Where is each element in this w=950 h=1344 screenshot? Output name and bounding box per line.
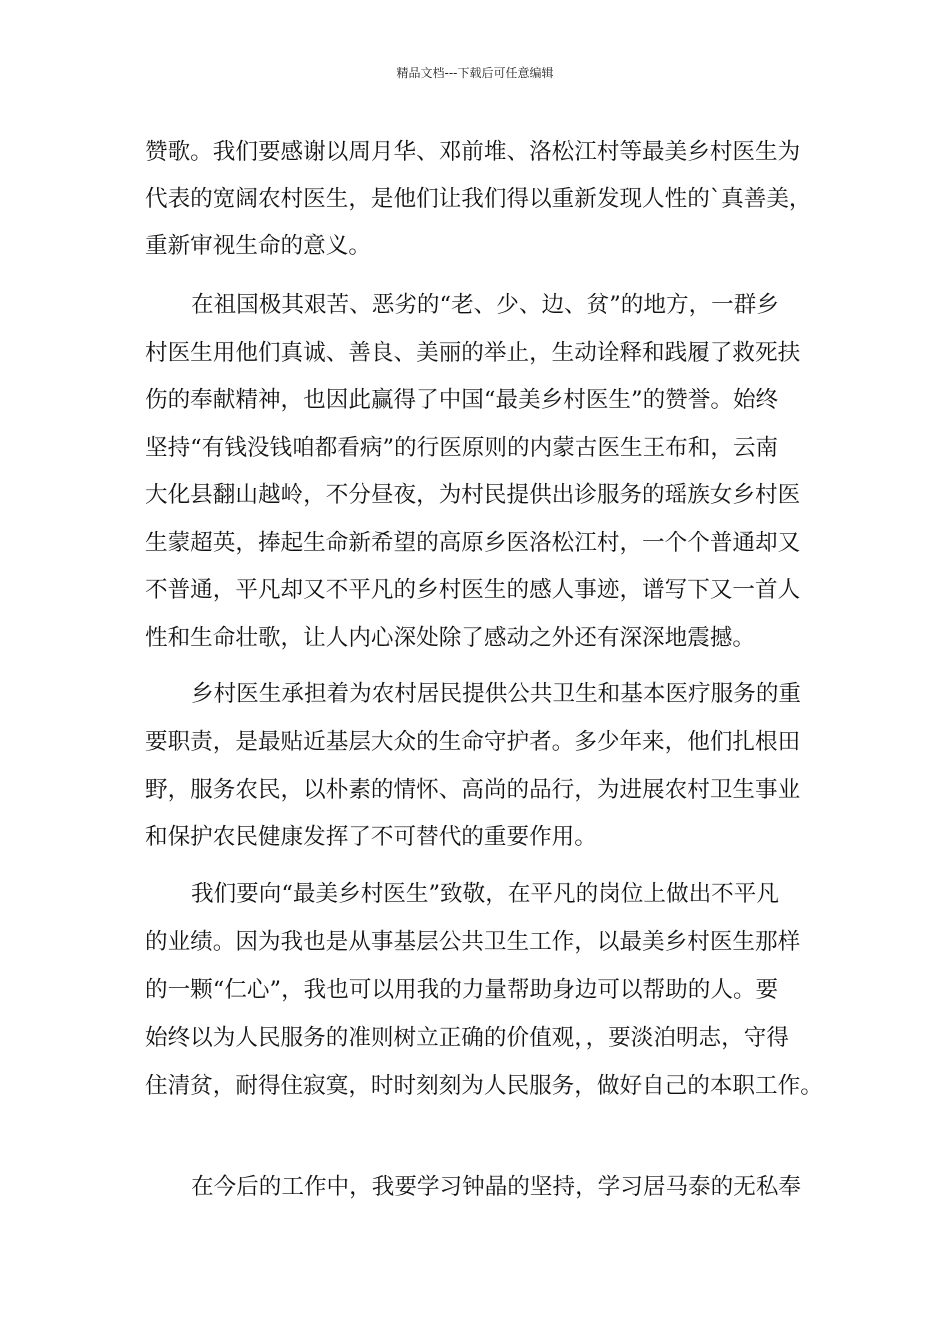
- paragraph-line: 赞歌。我们要感谢以周月华、邓前堆、洛松江村等最美乡村医生为: [145, 139, 801, 165]
- paragraph-line: 在祖国极其艰苦、恶劣的“老、少、边、贫”的地方，一群乡: [191, 292, 779, 318]
- paragraph-line: 在今后的工作中，我要学习钟晶的坚持，学习居马泰的无私奉: [191, 1174, 802, 1200]
- paragraph-line: 的业绩。因为我也是从事基层公共卫生工作，以最美乡村医生那样: [145, 929, 801, 955]
- paragraph-line: 始终以为人民服务的准则树立正确的价值观，，要淡泊明志，守得: [145, 1025, 789, 1051]
- paragraph-line: 要职责，是最贴近基层大众的生命守护者。多少年来，他们扎根田: [145, 729, 801, 755]
- paragraph-line: 伤的奉献精神，也因此赢得了中国“最美乡村医生”的赞誉。始终: [145, 387, 779, 413]
- paragraph-line: 村医生用他们真诚、善良、美丽的举止，生动诠释和践履了救死扶: [145, 340, 801, 366]
- paragraph-line: 大化县翻山越岭，不分昼夜，为村民提供出诊服务的瑶族女乡村医: [145, 482, 801, 508]
- paragraph-line: 性和生命壮歌，让人内心深处除了感动之外还有深深地震撼。: [145, 625, 756, 651]
- paragraph-line: 不普通，平凡却又不平凡的乡村医生的感人事迹，谱写下又一首人: [145, 577, 801, 603]
- paragraph-line: 生蒙超英，捧起生命新希望的高原乡医洛松江村，一个个普通却又: [145, 530, 801, 556]
- paragraph-line: 和保护农民健康发挥了不可替代的重要作用。: [145, 824, 597, 850]
- paragraph-line: 坚持“有钱没钱咱都看病”的行医原则的内蒙古医生王布和，云南: [145, 435, 779, 461]
- paragraph-line: 乡村医生承担着为农村居民提供公共卫生和基本医疗服务的重: [191, 681, 802, 707]
- paragraph-line: 住清贫，耐得住寂寞，时时刻刻为人民服务，做好自己的本职工作。: [145, 1073, 823, 1099]
- paragraph-line: 的一颗“仁心”，我也可以用我的力量帮助身边可以帮助的人。要: [145, 977, 779, 1003]
- paragraph-line: 重新审视生命的意义。: [145, 233, 371, 259]
- paragraph-line: 野，服务农民，以朴素的情怀、高尚的品行，为进展农村卫生事业: [145, 777, 801, 803]
- paragraph-line: 代表的宽阔农村医生，是他们让我们得以重新发现人性的`真善美，: [145, 186, 812, 212]
- page-header: 精品文档---下载后可任意编辑: [396, 66, 554, 80]
- paragraph-line: 我们要向“最美乡村医生”致敬，在平凡的岗位上做出不平凡: [191, 881, 779, 907]
